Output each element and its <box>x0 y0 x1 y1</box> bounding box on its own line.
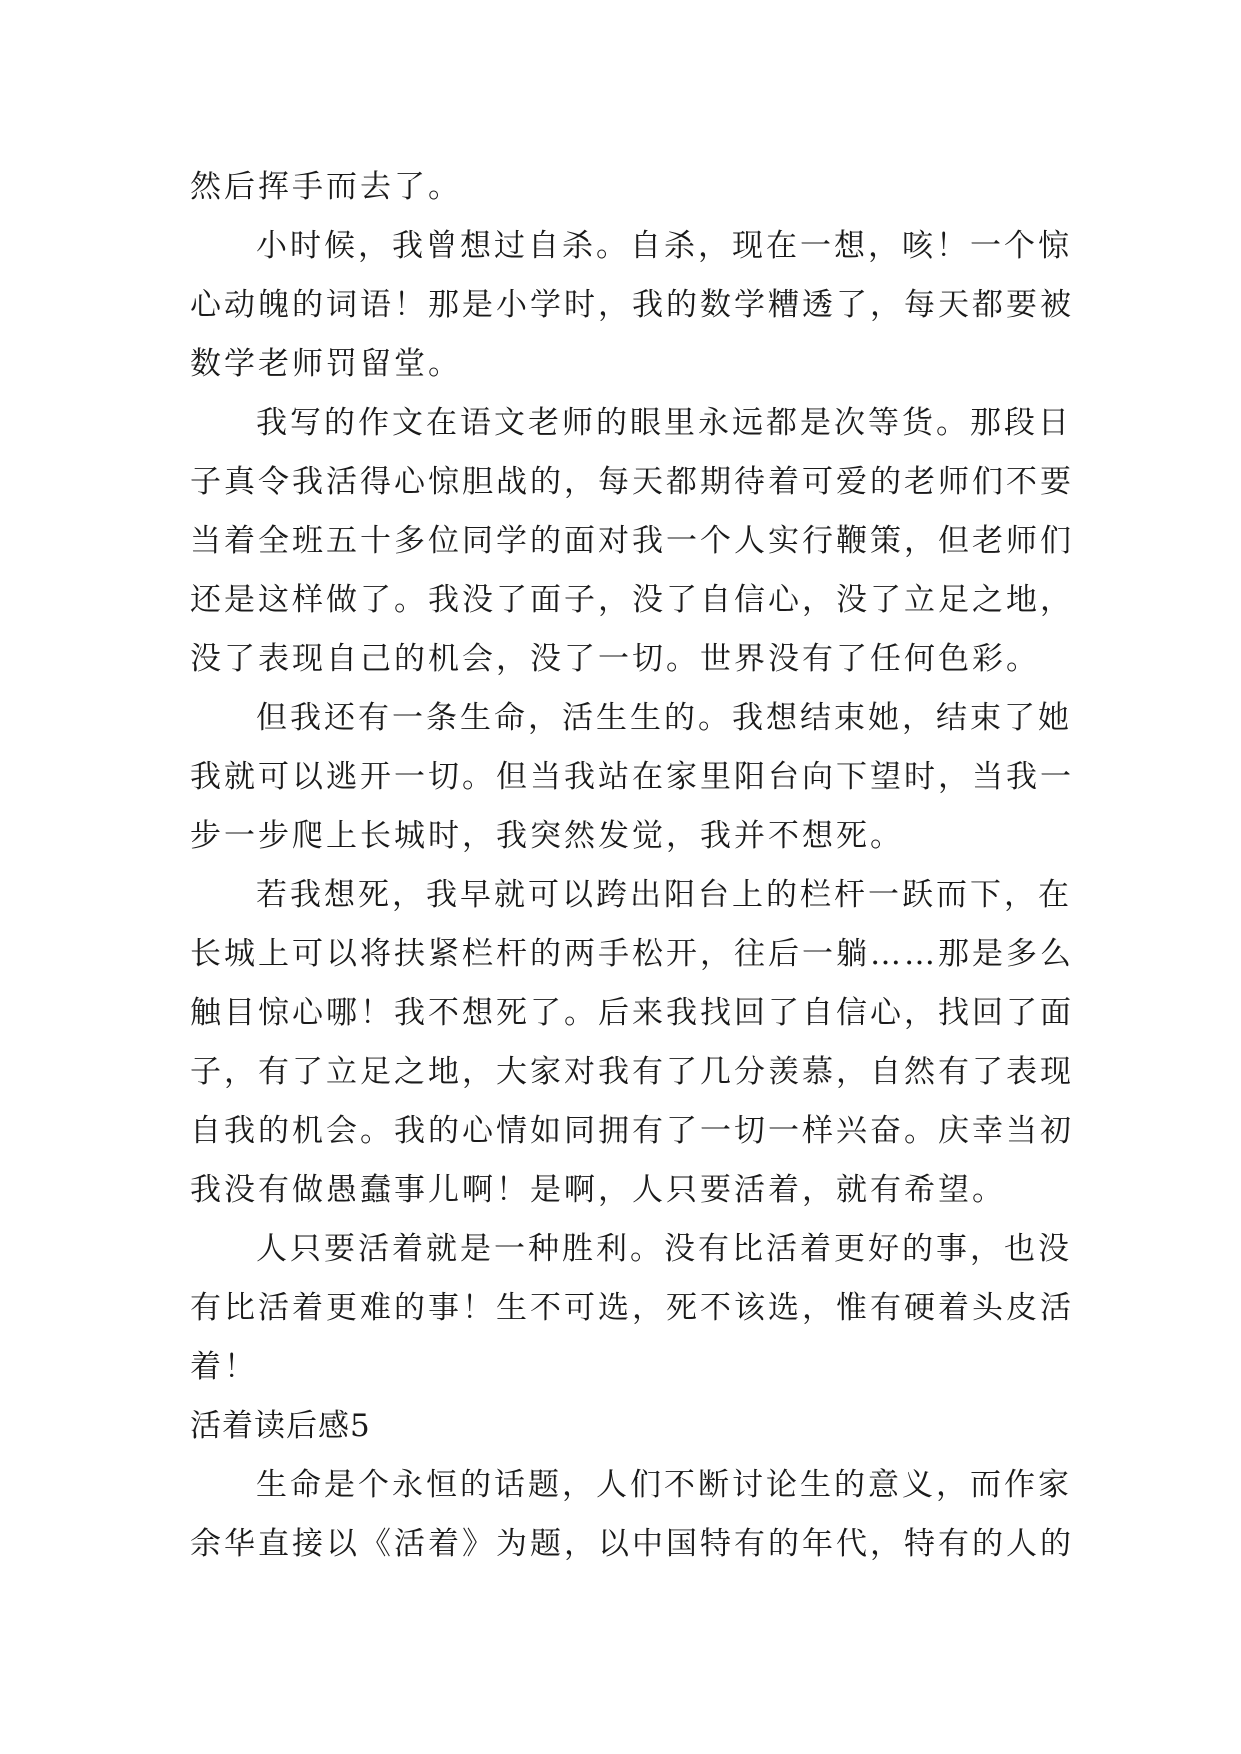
text-line: 没了表现自己的机会，没了一切。世界没有了任何色彩。 <box>190 641 1040 677</box>
text-line: 心动魄的词语！那是小学时，我的数学糟透了，每天都要被 <box>190 287 1074 323</box>
text-line: 然后挥手而去了。 <box>190 169 462 205</box>
section-heading: 活着读后感5 <box>190 1408 371 1444</box>
text-line: 人只要活着就是一种胜利。没有比活着更好的事，也没 <box>256 1231 1072 1267</box>
text-line: 但我还有一条生命，活生生的。我想结束她，结束了她 <box>256 700 1072 736</box>
text-line: 我写的作文在语文老师的眼里永远都是次等货。那段日 <box>256 405 1072 441</box>
text-line: 步一步爬上长城时，我突然发觉，我并不想死。 <box>190 818 904 854</box>
text-line: 余华直接以《活着》为题，以中国特有的年代，特有的人的 <box>190 1526 1074 1562</box>
text-line: 还是这样做了。我没了面子，没了自信心，没了立足之地， <box>190 582 1074 618</box>
text-line: 自我的机会。我的心情如同拥有了一切一样兴奋。庆幸当初 <box>190 1113 1074 1149</box>
text-line: 当着全班五十多位同学的面对我一个人实行鞭策，但老师们 <box>190 523 1074 559</box>
text-line: 我没有做愚蠢事儿啊！是啊，人只要活着，就有希望。 <box>190 1172 1006 1208</box>
text-line: 我就可以逃开一切。但当我站在家里阳台向下望时，当我一 <box>190 759 1074 795</box>
text-line: 若我想死，我早就可以跨出阳台上的栏杆一跃而下，在 <box>256 877 1072 913</box>
document-page <box>190 158 1074 1574</box>
text-line: 子，有了立足之地，大家对我有了几分羡慕，自然有了表现 <box>190 1054 1074 1090</box>
text-line: 生命是个永恒的话题，人们不断讨论生的意义，而作家 <box>256 1467 1072 1503</box>
text-line: 长城上可以将扶紧栏杆的两手松开，往后一躺……那是多么 <box>190 936 1074 972</box>
text-line: 着！ <box>190 1349 258 1385</box>
text-line: 子真令我活得心惊胆战的，每天都期待着可爱的老师们不要 <box>190 464 1074 500</box>
text-line: 触目惊心哪！我不想死了。后来我找回了自信心，找回了面 <box>190 995 1074 1031</box>
text-line: 有比活着更难的事！生不可选，死不该选，惟有硬着头皮活 <box>190 1290 1074 1326</box>
text-line: 数学老师罚留堂。 <box>190 346 462 382</box>
text-line: 小时候，我曾想过自杀。自杀，现在一想，咳！一个惊 <box>256 228 1072 264</box>
